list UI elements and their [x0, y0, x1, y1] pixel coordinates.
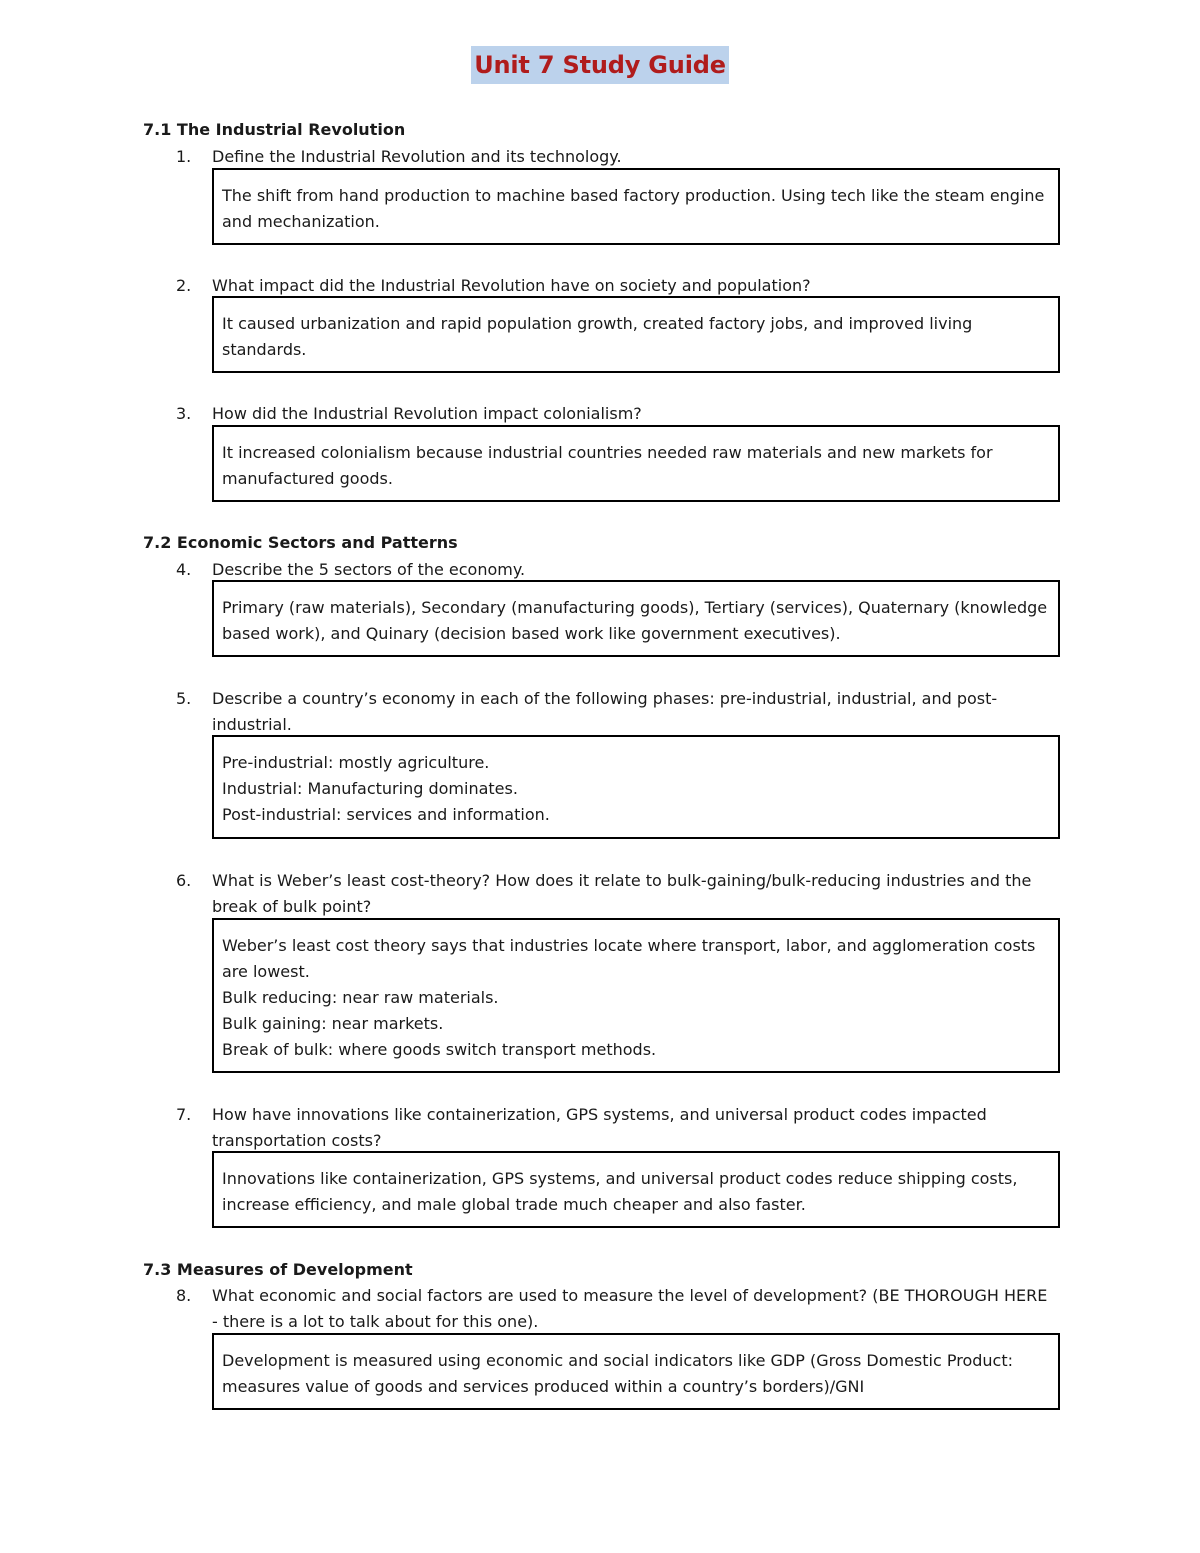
section-heading-7-1: 7.1 The Industrial Revolution [143, 120, 406, 139]
answer-text: Innovations like containerization, GPS systems, and universal product codes reduce shipping costs, increase efficiency, and male global trade much cheaper and also faster. [222, 1169, 1018, 1214]
answer-box-3[interactable] [212, 425, 1060, 502]
answer-text: The shift from hand production to machine based factory production. Using tech like the steam engine and mechanization. [222, 186, 1045, 231]
question-number: 6. [176, 871, 192, 890]
answer-text: Primary (raw materials), Secondary (manufacturing goods), Tertiary (services), Quaternary (knowledge based work), and Quinary (decision based work like government executives). [222, 598, 1048, 643]
answer-box-6[interactable] [212, 918, 1060, 1073]
answer-text: Pre-industrial: mostly agriculture. [222, 753, 490, 772]
question-text: What is Weber’s least cost-theory? How does it relate to bulk-gaining/bulk-reducing industries and the break of bulk point? [212, 871, 1032, 916]
question-6 [176, 868, 1056, 920]
answer-box-8[interactable] [212, 1333, 1060, 1410]
question-3 [176, 401, 1056, 427]
question-text: How have innovations like containerization, GPS systems, and universal product codes impacted transportation costs? [212, 1105, 987, 1150]
answer-text: It caused urbanization and rapid population growth, created factory jobs, and improved living standards. [222, 314, 973, 359]
answer-text: Development is measured using economic and social indicators like GDP (Gross Domestic Product: measures value of goods and services produced within a country’s borders)/GNI [222, 1351, 1014, 1396]
question-text: Define the Industrial Revolution and its technology. [212, 147, 622, 166]
section-heading-7-3: 7.3 Measures of Development [143, 1260, 413, 1279]
question-number: 3. [176, 404, 192, 423]
answer-text: Post-industrial: services and information. [222, 805, 550, 824]
question-number: 1. [176, 147, 192, 166]
question-text: Describe the 5 sectors of the economy. [212, 560, 526, 579]
title-wrap [0, 46, 1200, 84]
question-number: 4. [176, 560, 192, 579]
question-text: What impact did the Industrial Revolution have on society and population? [212, 276, 811, 295]
question-text: Describe a country’s economy in each of the following phases: pre-industrial, industrial, and post-industrial. [212, 689, 998, 734]
answer-text: Weber’s least cost theory says that industries locate where transport, labor, and agglomeration costs are lowest. [222, 936, 1036, 981]
answer-box-2[interactable] [212, 296, 1060, 373]
answer-box-7[interactable] [212, 1151, 1060, 1228]
answer-box-1[interactable] [212, 168, 1060, 245]
answer-text: Industrial: Manufacturing dominates. [222, 779, 518, 798]
question-text: How did the Industrial Revolution impact colonialism? [212, 404, 642, 423]
question-7 [176, 1102, 1056, 1154]
answer-text: It increased colonialism because industrial countries needed raw materials and new markets for manufactured goods. [222, 443, 993, 488]
question-number: 8. [176, 1286, 192, 1305]
answer-box-5[interactable] [212, 735, 1060, 839]
question-5 [176, 686, 1056, 738]
question-number: 7. [176, 1105, 192, 1124]
question-8 [176, 1283, 1056, 1335]
question-number: 2. [176, 276, 192, 295]
question-text: What economic and social factors are used to measure the level of development? (BE THOROUGH HERE - there is a lot to talk about for this one). [212, 1286, 1048, 1331]
answer-text: Break of bulk: where goods switch transport methods. [222, 1040, 657, 1059]
section-heading-7-2: 7.2 Economic Sectors and Patterns [143, 533, 458, 552]
answer-text: Bulk reducing: near raw materials. [222, 988, 499, 1007]
answer-box-4[interactable] [212, 580, 1060, 657]
answer-text: Bulk gaining: near markets. [222, 1014, 444, 1033]
document-title: Unit 7 Study Guide [471, 46, 729, 84]
question-1 [176, 144, 1056, 170]
question-number: 5. [176, 689, 192, 708]
